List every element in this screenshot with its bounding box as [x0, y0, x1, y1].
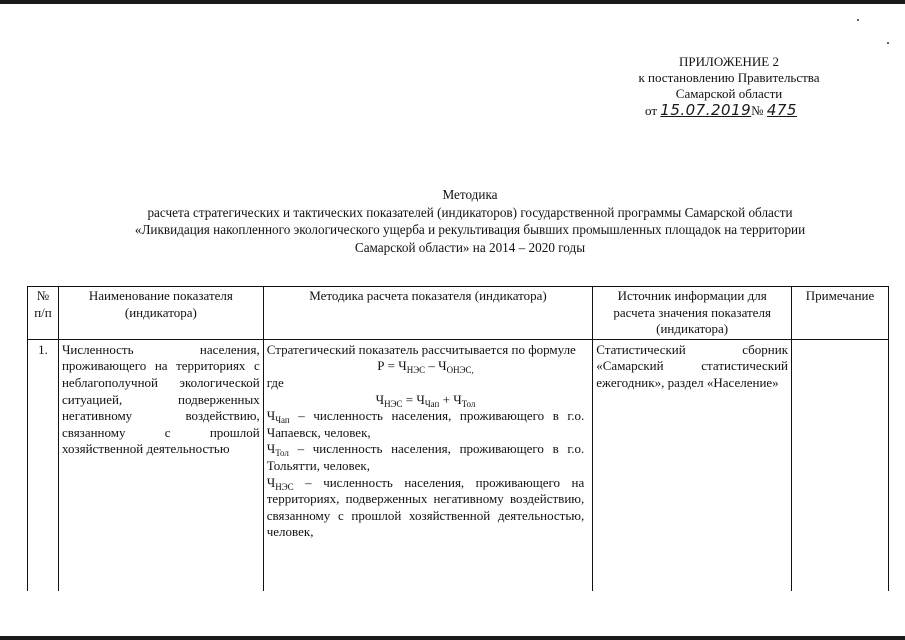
table-row	[28, 339, 889, 591]
def-subscript: Тол	[275, 448, 289, 459]
annex-region-line: Самарской области	[675, 86, 783, 101]
row-method	[263, 339, 593, 591]
scan-bottom-border	[0, 636, 905, 640]
document-heading	[40, 186, 900, 256]
annex-block	[619, 54, 839, 119]
heading-line-2: расчета стратегических и тактических показателей (индикаторов) государственной программы Самарской области	[147, 204, 793, 220]
row-note	[792, 339, 889, 591]
annex-date-prefix: от	[645, 103, 658, 118]
scan-top-border	[0, 0, 905, 4]
scan-speck	[857, 19, 859, 21]
definition-chapaevsk	[267, 408, 585, 441]
def-symbol: Ч	[266, 441, 276, 457]
annex-date-handwritten: 15.07.2019	[660, 101, 752, 119]
annex-date-row	[611, 102, 831, 119]
indicator-table	[27, 286, 889, 591]
def-subscript: НЭС	[275, 481, 294, 492]
scan-speck	[887, 42, 889, 44]
def-symbol: Ч	[266, 408, 276, 424]
method-where: где	[266, 374, 284, 390]
annex-title: ПРИЛОЖЕНИЕ 2	[679, 54, 779, 69]
formula-sum-lhs: Ч	[375, 391, 385, 407]
formula-sum-sub-2: Чап	[424, 398, 440, 409]
formula-sum	[267, 392, 585, 409]
formula-main-mid: – Ч	[425, 358, 447, 374]
def-text: – численность населения, проживающего на территориях, подверженных негативному воздействию, связанному с прошлой хозяйственной деятельностью, человек,	[266, 474, 585, 540]
def-subscript: Чап	[275, 415, 290, 426]
header-note: Примечание	[792, 287, 889, 340]
heading-title: Методика	[442, 187, 498, 202]
table-header-row	[28, 287, 889, 340]
row-num: 1.	[28, 339, 59, 591]
header-num: № п/п	[28, 287, 59, 340]
method-intro: Стратегический показатель рассчитывается по формуле	[266, 341, 576, 357]
heading-line-4: Самарской области» на 2014 – 2020 годы	[354, 239, 586, 255]
definition-togliatti	[267, 441, 585, 474]
row-source: Статистический сборник «Самарский статистический ежегодник», раздел «Население»	[593, 339, 792, 591]
formula-sum-sub-3: Тол	[461, 398, 476, 409]
row-indicator-name: Численность населения, проживающего на территориях с неблагополучной экологической ситуацией, подверженных негативному воздействию, связанному с прошлой хозяйственной деятельностью	[58, 339, 263, 591]
annex-resolution-line: к постановлению Правительства	[638, 70, 820, 85]
header-method: Методика расчета показателя (индикатора)	[263, 287, 593, 340]
formula-sum-mid-2: + Ч	[439, 391, 462, 407]
formula-sum-sub-1: НЭС	[384, 398, 403, 409]
formula-main-sub-2: ОНЭС,	[446, 365, 474, 376]
definition-nes	[267, 475, 585, 541]
def-symbol: Ч	[266, 474, 276, 490]
formula-main-sub-1: НЭС	[406, 365, 426, 376]
header-name: Наименование показателя (индикатора)	[58, 287, 263, 340]
formula-main-lhs: Р = Ч	[377, 358, 407, 374]
header-source: Источник информации для расчета значения показателя (индикатора)	[593, 287, 792, 340]
def-text: – численность населения, проживающего в г.о. Тольятти, человек,	[266, 441, 585, 473]
def-text: – численность населения, проживающего в г.о. Чапаевск, человек,	[266, 408, 585, 440]
formula-sum-mid-1: = Ч	[402, 391, 425, 407]
heading-line-3: «Ликвидация накопленного экологического ущерба и рекультивация бывших промышленных площадок на территории	[134, 222, 806, 237]
formula-main	[267, 358, 585, 375]
annex-number-sign: №	[751, 103, 764, 118]
cell-spacer	[267, 541, 585, 591]
annex-number-handwritten: 475	[766, 101, 797, 119]
